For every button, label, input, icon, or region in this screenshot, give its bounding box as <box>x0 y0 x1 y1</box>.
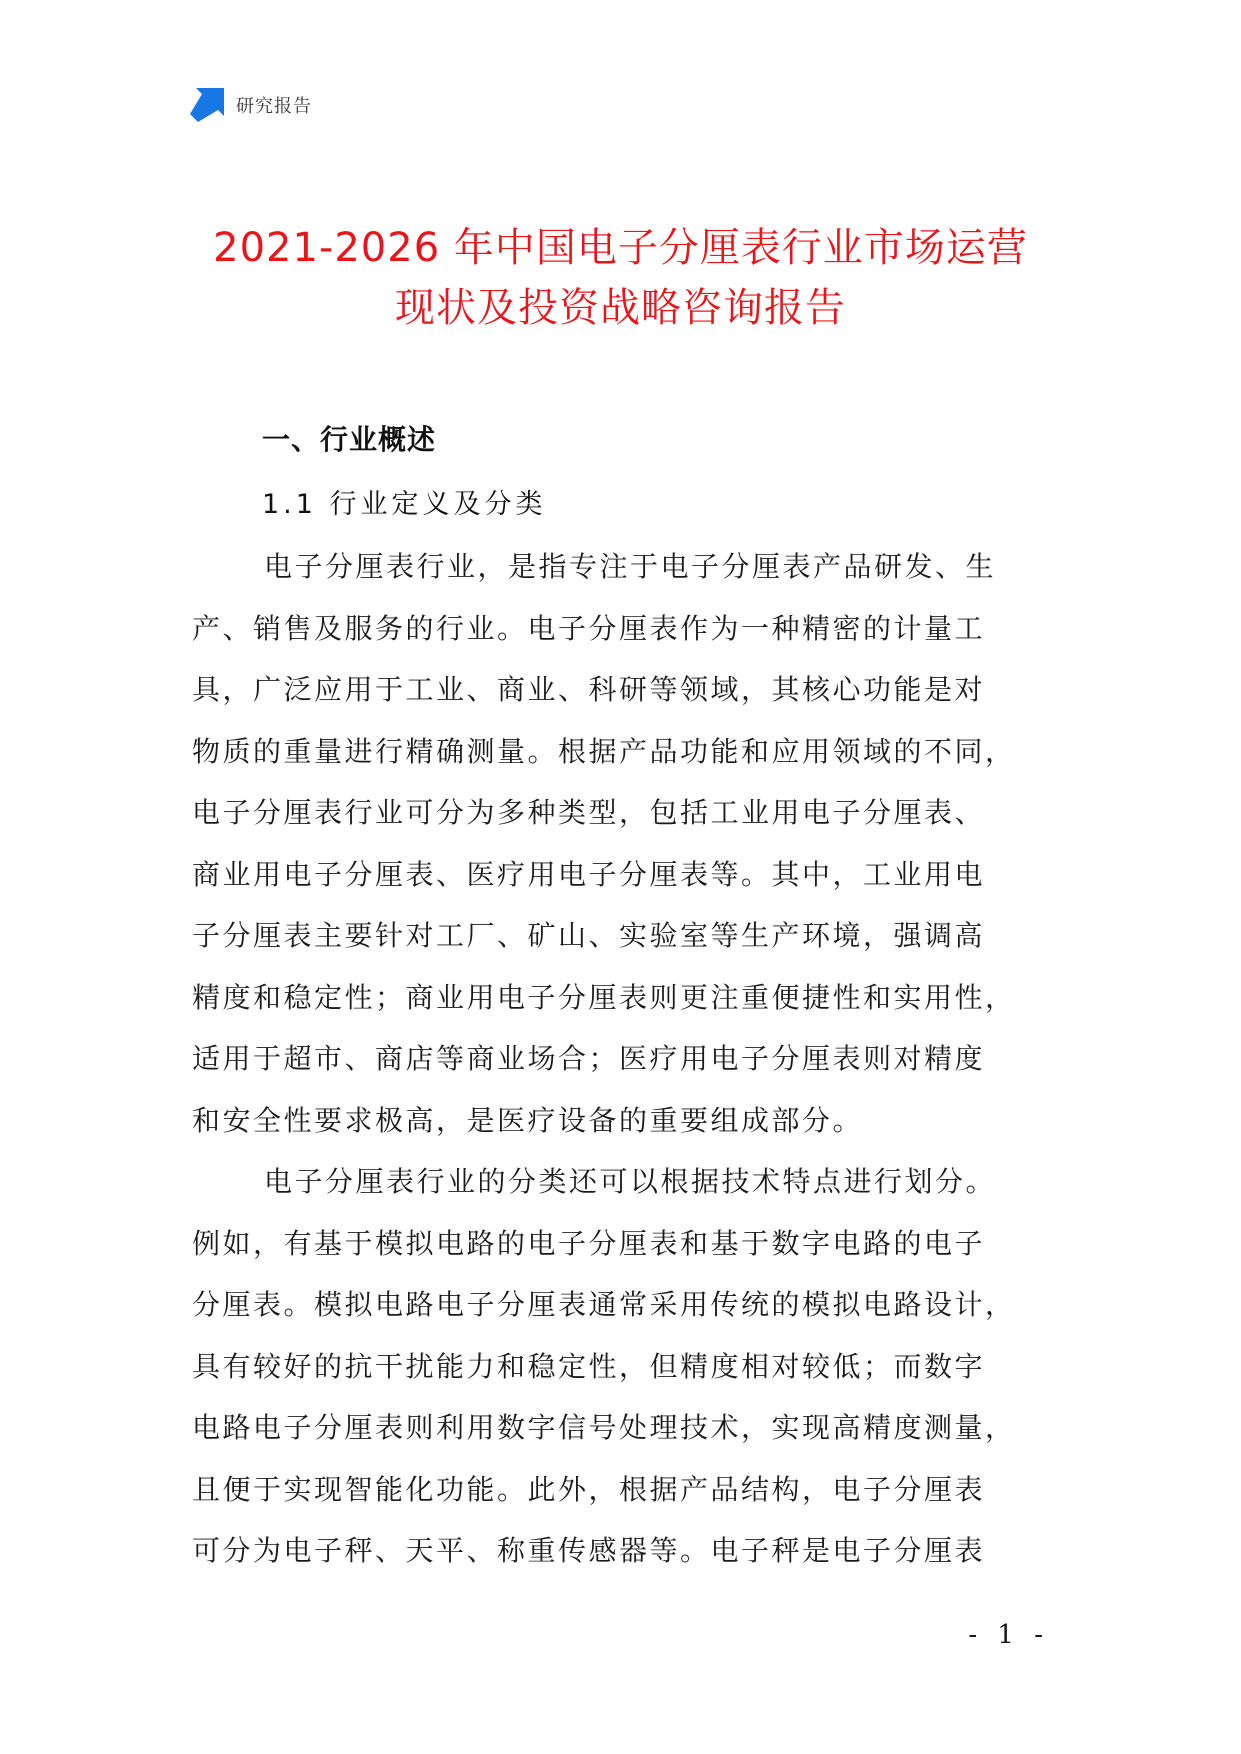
paragraph-line: 具有较好的抗干扰能力和稳定性，但精度相对较低；而数字 <box>192 1349 986 1383</box>
paragraph-line: 商业用电子分厘表、医疗用电子分厘表等。其中，工业用电 <box>192 857 986 891</box>
section-heading: 一、行业概述 <box>262 423 437 456</box>
arrow-up-right-icon <box>190 88 224 122</box>
header-label: 研究报告 <box>236 96 312 117</box>
paragraph-line: 具，广泛应用于工业、商业、科研等领域，其核心功能是对 <box>192 673 986 706</box>
section-subheading: 1.1 行业定义及分类 <box>262 489 547 520</box>
paragraph-1 <box>192 536 1052 1151</box>
paragraph-line: 子分厘表主要针对工厂、矿山、实验室等生产环境，强调高 <box>192 919 986 952</box>
page-number: - 1 - <box>968 1620 1049 1650</box>
paragraph-line: 电子分厘表行业的分类还可以根据技术特点进行划分。 <box>264 1165 997 1198</box>
report-header <box>190 88 312 122</box>
title-line-1: 2021-2026 年中国电子分厘表行业市场运营 <box>213 225 1028 271</box>
report-title <box>150 218 1091 338</box>
paragraph-line: 可分为电子秤、天平、称重传感器等。电子秤是电子分厘表 <box>192 1534 986 1567</box>
title-line-2: 现状及投资战略咨询报告 <box>395 285 846 331</box>
paragraph-line: 和安全性要求极高，是医疗设备的重要组成部分。 <box>192 1103 864 1137</box>
paragraph-line: 电子分厘表行业可分为多种类型，包括工业用电子分厘表、 <box>192 796 986 829</box>
paragraph-line: 适用于超市、商店等商业场合；医疗用电子分厘表则对精度 <box>192 1042 986 1075</box>
paragraph-line: 物质的重量进行精确测量。根据产品功能和应用领域的不同， <box>192 734 1016 768</box>
paragraph-line: 例如，有基于模拟电路的电子分厘表和基于数字电路的电子 <box>192 1226 986 1260</box>
paragraph-line: 电路电子分厘表则利用数字信号处理技术，实现高精度测量， <box>192 1411 1016 1444</box>
paragraph-line: 产、销售及服务的行业。电子分厘表作为一种精密的计量工 <box>192 611 986 645</box>
paragraph-line: 分厘表。模拟电路电子分厘表通常采用传统的模拟电路设计， <box>192 1288 1016 1321</box>
paragraph-line: 电子分厘表行业，是指专注于电子分厘表产品研发、生 <box>264 550 997 583</box>
paragraph-line: 且便于实现智能化功能。此外，根据产品结构，电子分厘表 <box>192 1472 986 1506</box>
paragraph-2 <box>192 1151 1052 1582</box>
paragraph-line: 精度和稳定性；商业用电子分厘表则更注重便捷性和实用性， <box>192 980 1016 1014</box>
